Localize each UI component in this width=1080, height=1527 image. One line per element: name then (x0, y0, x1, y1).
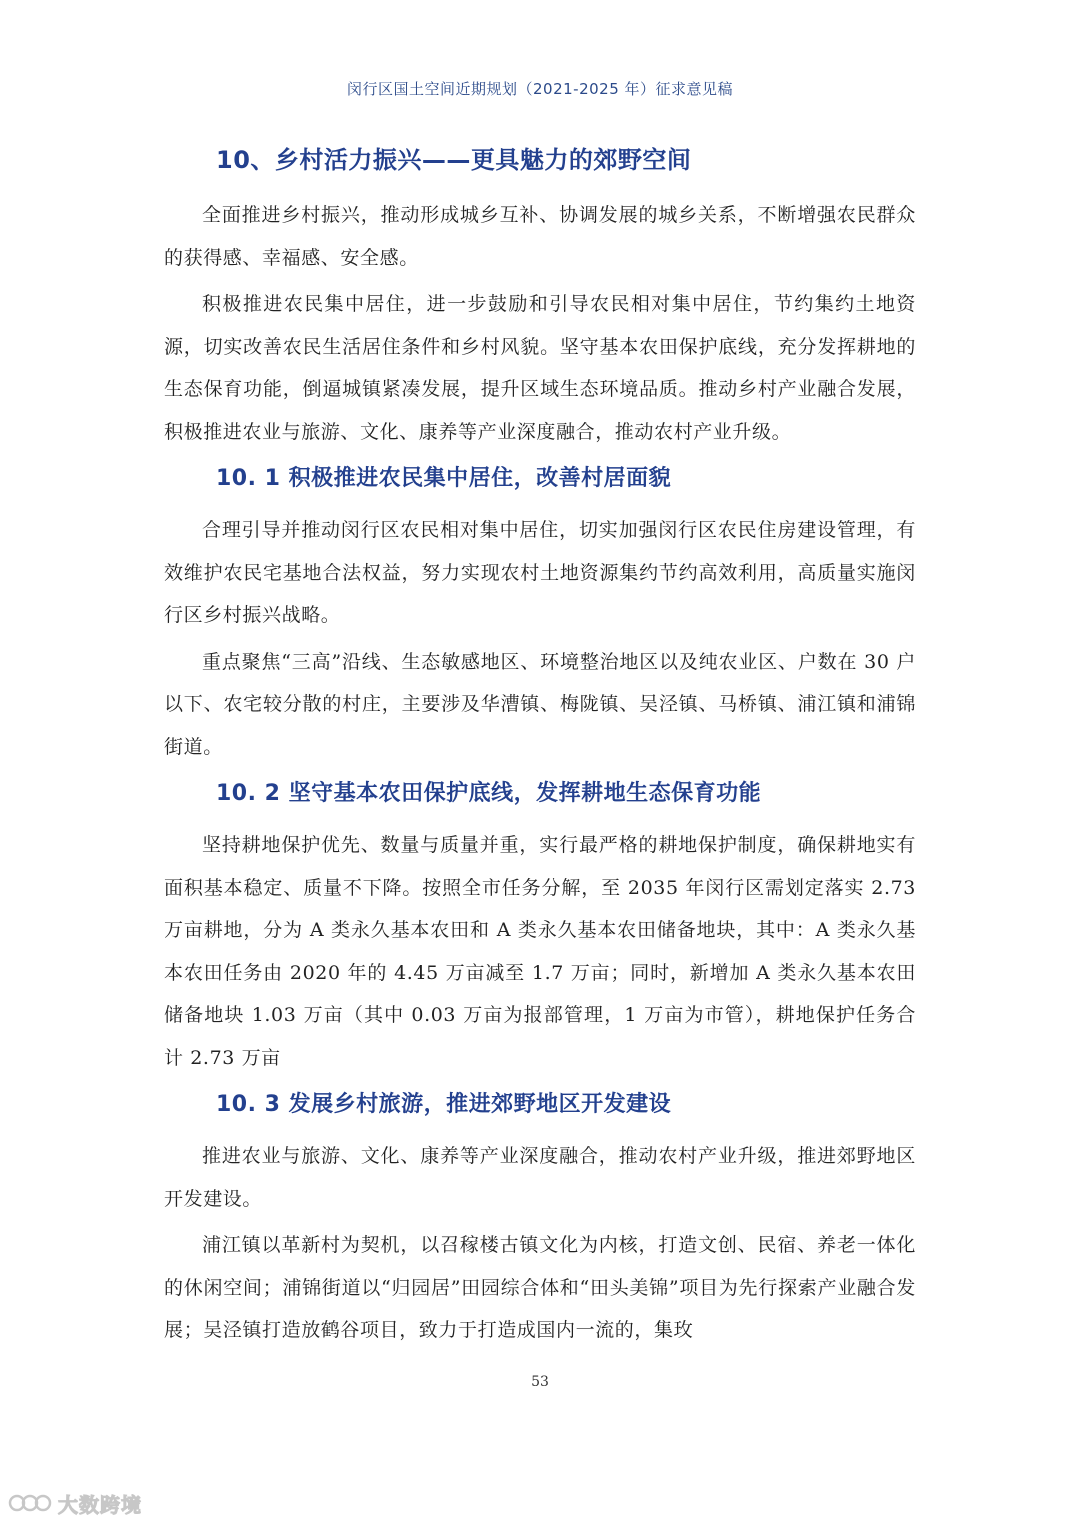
subsection-title: 10. 1 积极推进农民集中居住，改善村居面貌 (216, 466, 672, 491)
watermark-text: 大数跨境 (58, 1492, 142, 1517)
brand-logo-icon (8, 1488, 52, 1518)
subsection-title: 10. 2 坚守基本农田保护底线，发挥耕地生态保育功能 (216, 781, 762, 806)
subsection-title: 10. 3 发展乡村旅游，推进郊野地区开发建设 (216, 1092, 672, 1117)
paragraph: 积极推进农民集中居住，进一步鼓励和引导农民相对集中居住，节约集约土地资源，切实改善农民生活居住条件和乡村风貌。坚守基本农田保护底线，充分发挥耕地的生态保育功能，倒逼城镇紧凑发展，提升区域生态环境品质。推动乡村产业融合发展，积极推进农业与旅游、文化、康养等产业深度融合，推动农村产业升级。 (164, 293, 916, 443)
watermark (8, 1488, 142, 1518)
paragraph: 全面推进乡村振兴，推动形成城乡互补、协调发展的城乡关系，不断增强农民群众的获得感、幸福感、安全感。 (164, 204, 916, 269)
paragraph: 浦江镇以革新村为契机，以召稼楼古镇文化为内核，打造文创、民宿、养老一体化的休闲空间；浦锦街道以“归园居”田园综合体和“田头美锦”项目为先行探索产业融合发展；吴泾镇打造放鹤谷项目，致力于打造成国内一流的，集玫 (164, 1234, 916, 1341)
page-number: 53 (531, 1374, 549, 1390)
paragraph: 重点聚焦“三高”沿线、生态敏感地区、环境整治地区以及纯农业区、户数在 30 户以下、农宅较分散的村庄，主要涉及华漕镇、梅陇镇、吴泾镇、马桥镇、浦江镇和浦锦街道。 (164, 650, 916, 758)
document-body (164, 138, 916, 1356)
document-header: 闵行区国土空间近期规划（2021-2025 年）征求意见稿 (346, 80, 734, 98)
paragraph: 合理引导并推动闵行区农民相对集中居住，切实加强闵行区农民住房建设管理，有效维护农民宅基地合法权益，努力实现农村土地资源集约节约高效利用，高质量实施闵行区乡村振兴战略。 (164, 519, 916, 626)
paragraph: 坚持耕地保护优先、数量与质量并重，实行最严格的耕地保护制度，确保耕地实有面积基本稳定、质量不下降。按照全市任务分解，至 2035 年闵行区需划定落实 2.73 万亩耕地，分为 A 类永久基本农田和 A 类永久基本农田储备地块，其中：A 类永久基本农田任务由 2020 年的 4.45 万亩减至 1.7 万亩；同时，新增加 A 类永久基本农田储备地块 1.03 万亩（其中 0.03 万亩为报部管理，1 万亩为市管），耕地保护任务合计 2.73 万亩 (164, 834, 916, 1069)
section-title: 10、乡村活力振兴——更具魅力的郊野空间 (216, 146, 692, 174)
paragraph: 推进农业与旅游、文化、康养等产业深度融合，推动农村产业升级，推进郊野地区开发建设。 (164, 1145, 916, 1210)
